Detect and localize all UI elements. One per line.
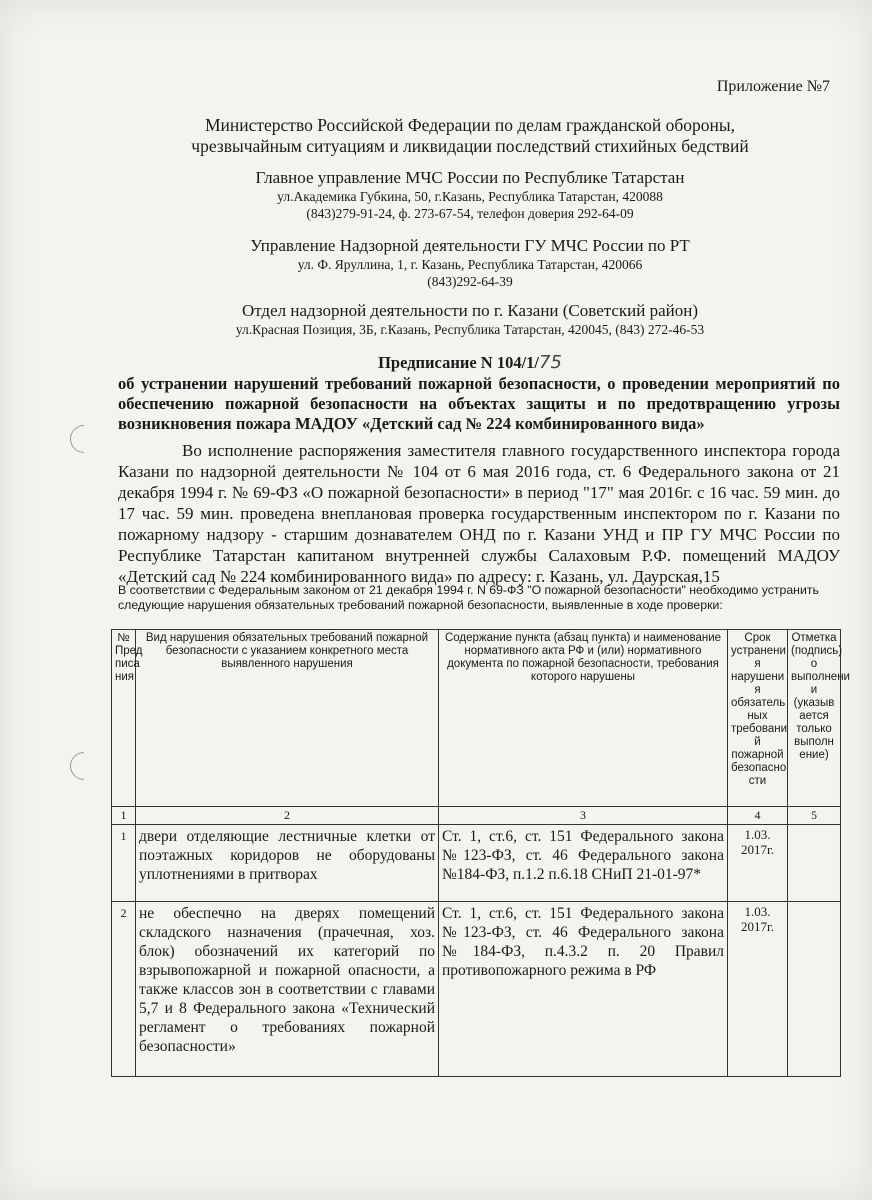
table-row — [112, 902, 841, 1077]
document-subject: об устранении нарушений требований пожарной безопасности, о проведении мероприятий по обеспечению пожарной безопасности на объектах защиты и по предотвращению угрозы возникновения пожара МАДОУ «Детский сад № 224 комбинированного вида» — [118, 374, 840, 433]
deadline-cell: 1.03. 2017г. — [728, 825, 788, 902]
row-number: 1 — [112, 825, 136, 902]
gu-name: Главное управление МЧС России по Республике Татарстан — [255, 168, 685, 187]
column-number: 4 — [728, 807, 788, 825]
gu-header — [100, 168, 840, 222]
ministry-line-2: чрезвычайным ситуациям и ликвидации последствий стихийных бедствий — [191, 136, 749, 156]
upravlenie-phone: (843)292-64-39 — [427, 274, 513, 289]
violations-table — [111, 629, 850, 1077]
row-number: 2 — [112, 902, 136, 1077]
deadline-cell: 1.03. 2017г. — [728, 902, 788, 1077]
upravlenie-header — [100, 236, 840, 290]
handwritten-number: 75 — [539, 352, 562, 373]
requirements-intro: В соответствии с Федеральным законом от 21 декабря 1994 г. N 69-ФЗ "О пожарной безопасности" необходимо устранить следующие нарушения обязательных требований пожарной безопасности, выявленные в ходе проверки: — [118, 583, 819, 612]
column-number-row — [112, 807, 841, 825]
gu-phones: (843)279-91-24, ф. 273-67-54, телефон доверия 292-64-09 — [306, 206, 634, 221]
mark-cell — [788, 902, 841, 1077]
mark-cell — [788, 825, 841, 902]
norm-cell: Ст. 1, ст.6, ст. 151 Федерального закона №123-ФЗ, ст. 46 Федерального закона №184-ФЗ, п.4.3.2 п. 20 Правил противопожарного режима в РФ — [439, 902, 728, 1077]
column-number: 5 — [788, 807, 841, 825]
otdel-header — [100, 301, 840, 338]
ministry-header — [100, 115, 840, 157]
table-row — [112, 825, 841, 902]
column-number: 2 — [136, 807, 439, 825]
column-number: 3 — [439, 807, 728, 825]
appendix-label: Приложение №7 — [716, 78, 830, 95]
otdel-name: Отдел надзорной деятельности по г. Казани (Советский район) — [241, 301, 699, 320]
inspection-paragraph: Во исполнение распоряжения заместителя главного государственного инспектора города Казани по надзорной деятельности № 104 от 6 мая 2016 года, ст. 6 Федерального закона от 21 декабря 1994 г. № 69-ФЗ «О пожарной безопасности» в период "17" мая 2016г. с 16 час. 59 мин. до 17 час. 59 мин. проведена внеплановая проверка государственным инспектором по г. Казани по пожарному надзору - старшим дознавателем ОНД по г. Казани УНД и ПР ГУ МЧС России по Республике Татарстан капитаном внутренней службы Салаховым Р.Ф. помещений МАДОУ «Детский сад № 224 комбинированного вида» по адресу: г. Казань, ул. Даурская,15 — [118, 441, 840, 586]
punch-hole-top — [64, 419, 104, 459]
table-header-row — [112, 630, 841, 807]
upravlenie-address: ул. Ф. Яруллина, 1, г. Казань, Республика Татарстан, 420066 — [297, 257, 643, 272]
header-cell: Отметка (подпись) о выполнени и (указыв ается только выполн ение) — [788, 630, 841, 807]
column-number: 1 — [112, 807, 136, 825]
gu-address: ул.Академика Губкина, 50, г.Казань, Республика Татарстан, 420088 — [277, 189, 663, 204]
document-title — [100, 352, 840, 373]
header-cell: № Пред писа ния — [112, 630, 136, 807]
upravlenie-name: Управление Надзорной деятельности ГУ МЧС России по РТ — [250, 236, 690, 255]
punch-hole-bottom — [64, 746, 104, 786]
violation-cell: двери отделяющие лестничные клетки от поэтажных коридоров не оборудованы уплотнениями в притворах — [136, 825, 439, 902]
header-cell: Содержание пункта (абзац пункта) и наименование нормативного акта РФ и (или) нормативного документа по пожарной безопасности, требования которого нарушены — [439, 630, 728, 807]
title-prefix: Предписание N 104/1/ — [378, 353, 540, 372]
header-cell: Срок устранени я нарушени я обязатель ных требовани й пожарной безопасно сти — [728, 630, 788, 807]
norm-cell: Ст. 1, ст.6, ст. 151 Федерального закона №123-ФЗ, ст. 46 Федерального закона №184-ФЗ, п.1.2 п.6.18 СНиП 21-01-97* — [439, 825, 728, 902]
ministry-line-1: Министерство Российской Федерации по делам гражданской обороны, — [204, 115, 736, 135]
otdel-address: ул.Красная Позиция, 3Б, г.Казань, Республика Татарстан, 420045, (843) 272-46-53 — [235, 322, 705, 337]
violation-cell: не обеспечно на дверях помещений складского назначения (прачечная, хоз. блок) обозначений их категорий по взрывопожарной и пожарной опасности, а также классов зон в соответствии с главами 5,7 и 8 Федерального закона «Технический регламент о требованиях пожарной безопасности» — [136, 902, 439, 1077]
header-cell: Вид нарушения обязательных требований пожарной безопасности с указанием конкретного места выявленного нарушения — [136, 630, 439, 807]
